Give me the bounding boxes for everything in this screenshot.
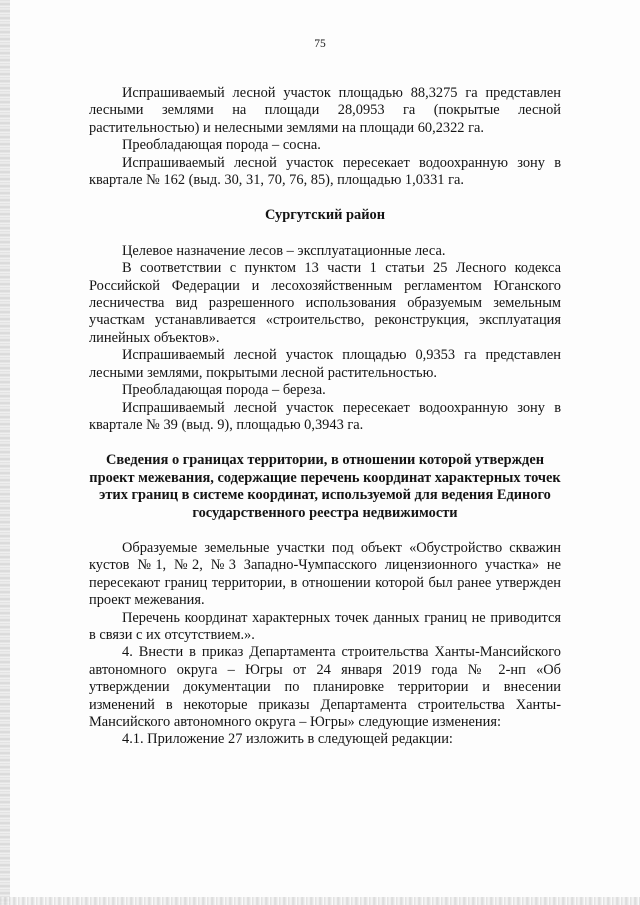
paragraph-appendix-27: 4.1. Приложение 27 изложить в следующей редакции:: [122, 731, 453, 748]
paragraph-legal-basis: В соответствии с пунктом 13 части 1 статьи 25 Лесного кодекса Российской Федерации и лесохозяйственным регламентом Юганского лесничества вид разрешенного использования образуемым земельным участкам устанавливается «строительство, реконструкция, эксплуатация линейных объектов».: [89, 260, 561, 346]
paragraph-water-protection-zone: Испрашиваемый лесной участок пересекает водоохранную зону в квартале № 39 (выд. 9), площадью 0,3943 га.: [89, 399, 561, 433]
paragraph-water-protection-zone: Испрашиваемый лесной участок пересекает водоохранную зону в квартале № 162 (выд. 30, 31, 70, 76, 85), площадью 1,0331 га.: [89, 154, 561, 189]
paragraph-forest-purpose: Целевое назначение лесов – эксплуатационные леса.: [122, 242, 446, 259]
spacer: [89, 225, 561, 243]
document-body: [89, 85, 561, 749]
paragraph-dominant-species: Преобладающая порода – береза.: [122, 382, 326, 399]
section-heading-boundaries: Сведения о границах территории, в отношении которой утвержден проект межевания, содержащие перечень координат характерных точек этих границ в системе координат, используемой для ведения Единого государственного реестра недвижимости: [89, 452, 561, 521]
paragraph-dominant-species: Преобладающая порода – сосна.: [122, 137, 321, 154]
paragraph-area-composition: Испрашиваемый лесной участок площадью 88,3275 га представлен лесными землями на площади 28,0953 га (покрытые лесной растительностью) и нелесными землями на площади 60,2322 га.: [89, 85, 561, 136]
paragraph-plots-not-intersecting: Образуемые земельные участки под объект «Обустройство скважин кустов №1, №2, №3 Западно-Чумпасского лицензионного участка» не пересекают границ территории, в отношении которой был ранее утвержден проект межевания.: [89, 539, 561, 609]
scan-edge-bottom: [0, 897, 640, 905]
scan-edge-left: [0, 0, 10, 905]
spacer: [89, 189, 561, 207]
paragraph-coordinates-absent: Перечень координат характерных точек данных границ не приводится в связи с их отсутствием.».: [89, 609, 561, 643]
spacer: [89, 522, 561, 540]
paragraph-amendment-order: 4. Внести в приказ Департамента строительства Ханты-Мансийского автономного округа – Югры от 24 января 2019 года № 2-нп «Об утверждении документации по планировке территории и внесении изменений в некоторые приказы Департамента строительства Ханты-Мансийского автономного округа – Югры» следующие изменения:: [89, 644, 561, 730]
spacer: [89, 434, 561, 452]
page-number: 75: [314, 38, 326, 50]
section-heading-district: Сургутский район: [264, 207, 386, 224]
paragraph-area-composition: Испрашиваемый лесной участок площадью 0,9353 га представлен лесными землями, покрытыми лесной растительностью.: [89, 347, 561, 381]
